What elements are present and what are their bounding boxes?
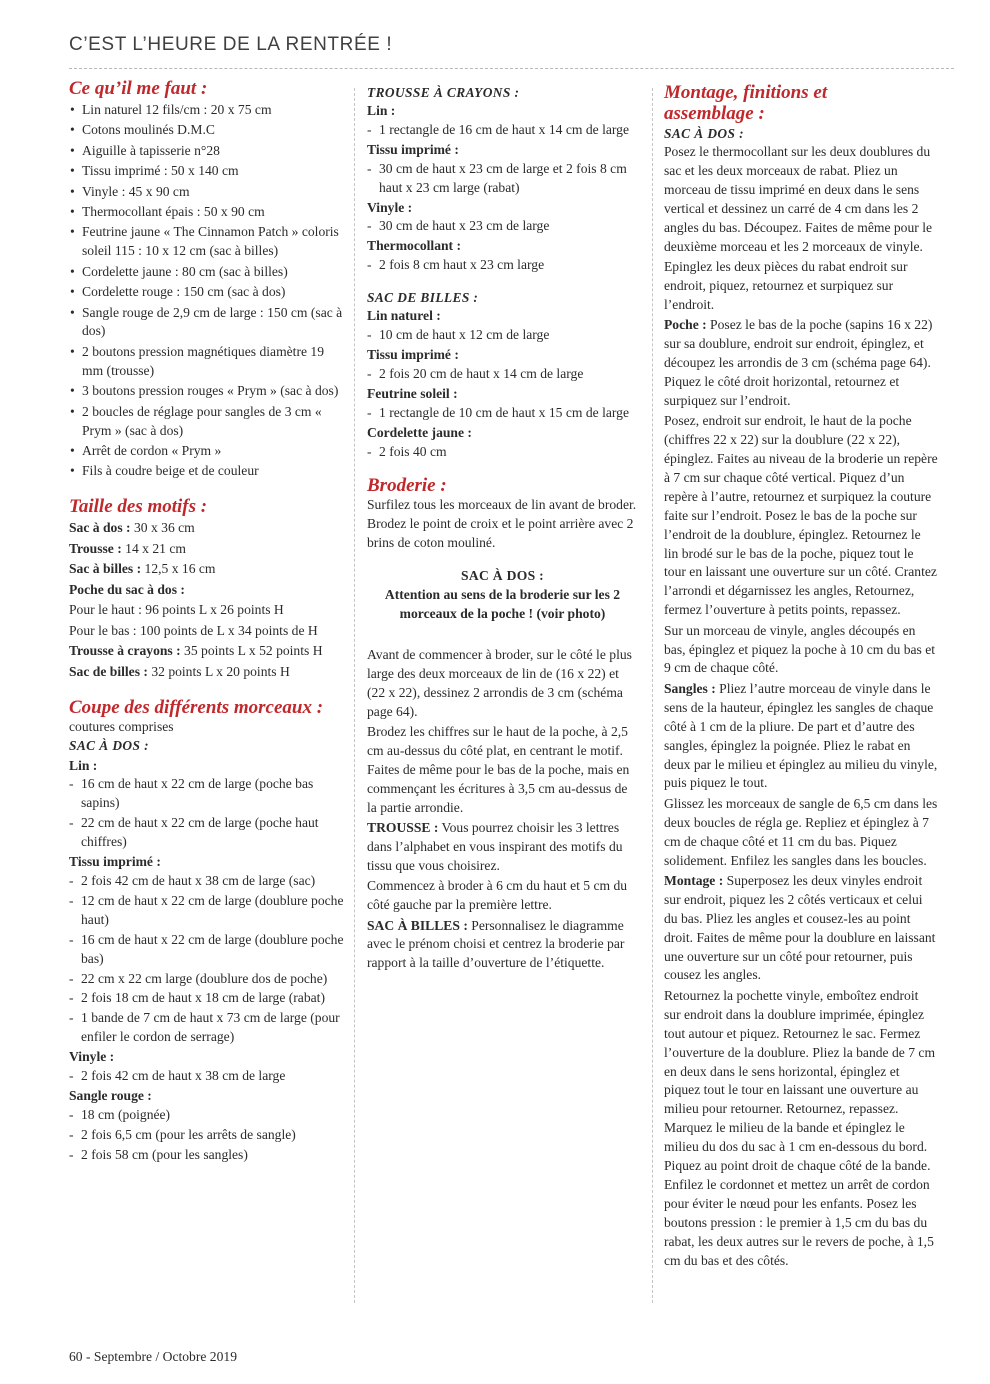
broderie-billes-label: SAC À BILLES : — [367, 917, 468, 933]
cut-line: - 1 bande de 7 cm de haut x 73 cm de large (pour enfiler le cordon de serrage) — [69, 1009, 345, 1047]
trousse-cut-group-label: Lin : — [367, 103, 396, 118]
broderie-billes-para — [367, 917, 638, 974]
size-value: 30 x 36 cm — [130, 520, 195, 536]
broderie-section — [367, 475, 638, 973]
size-row — [69, 663, 345, 682]
billes-cut-line: - 2 fois 40 cm — [367, 443, 638, 462]
billes-cut-groups — [367, 307, 638, 461]
trousse-cut-section — [367, 84, 638, 275]
cut-line: - 22 cm de haut x 22 cm de large (poche haut chiffres) — [69, 814, 345, 852]
cut-line: - 18 cm (poignée) — [69, 1106, 345, 1125]
cut-line: - 16 cm de haut x 22 cm de large (poche bas sapins) — [69, 775, 345, 813]
assembly-para-3: Posez, endroit sur endroit, le haut de la poche (chiffres 22 x 22) sur la doublure (22 x 22), épinglez. Faites au niveau de la broderie un repère à 7 cm sur chaque côté vertical. Piquez d’un repère à l’autre, retournez et surpiquez la couture faite sur l’endroit. Posez le bas de la poche sur l’endroit de la doublure, épinglez. Retournez le lin brodé sur le bas de la poche, piquez tout le tour en laissant une ouverture sur un côté. Crantez l’arrondi et dégarnissez les angles, Retournez, fermez l’ouverture à petits points, repassez. — [664, 413, 938, 618]
trousse-cut-group-lines — [367, 160, 638, 198]
broderie-trousse-text: Vous pourrez choisir les 3 lettres dans l’alphabet en vous inspirant des motifs du tissu que vous choisirez. — [367, 820, 623, 873]
billes-cut-title: SAC DE BILLES : — [367, 290, 479, 306]
billes-cut-group-label: Lin naturel : — [367, 308, 441, 324]
broderie-billes-text: Personnalisez le diagramme avec le prénom choisi et centrez la broderie par rapport à la taille d’ouverture de l’étiquette. — [367, 917, 625, 971]
materials-title: Ce qu’il me faut : — [69, 78, 208, 99]
trousse-cut-title: TROUSSE À CRAYONS : — [367, 85, 520, 100]
material-item: • Thermocollant épais : 50 x 90 cm — [69, 203, 345, 222]
assembly-montage-para — [664, 872, 938, 985]
size-label: Trousse à crayons : — [69, 643, 181, 659]
assembly-subtitle: SAC À DOS : — [664, 126, 744, 141]
size-row — [69, 642, 345, 661]
billes-cut-group-label: Cordelette jaune : — [367, 424, 472, 440]
assembly-para-4: Sur un morceau de vinyle, angles découpés en bas, épinglez et piquez la poche à 10 cm du bas et 9 cm de chaque côté. — [664, 622, 936, 676]
cut-line: - 16 cm de haut x 22 cm de large (doublure poche bas) — [69, 931, 345, 969]
material-item: • 2 boucles de réglage pour sangles de 3 cm « Prym » (sac à dos) — [69, 403, 345, 441]
size-value: 32 points L x 20 points H — [147, 663, 290, 679]
column-right — [664, 82, 938, 1272]
size-value: 12,5 x 16 cm — [141, 561, 216, 577]
column-divider-2 — [652, 88, 653, 1303]
assembly-para-1: Posez le thermocollant sur les deux doublures du sac et les deux morceaux de rabat. Pliez un morceau de tissu imprimé en deux dans le sens vertical et dessinez un carré de 4 cm dans les 2 angles du bas. Découpez. Faites de même pour le deuxième morceau et les 2 morceaux de vinyle. — [664, 144, 933, 254]
billes-cut-section — [367, 289, 638, 461]
cut-line: - 12 cm de haut x 22 cm de large (doublure poche haut) — [69, 892, 345, 930]
material-item: • Lin naturel 12 fils/cm : 20 x 75 cm — [69, 101, 345, 120]
sizes-list — [69, 519, 345, 681]
montage-text: Superposez les deux vinyles endroit sur endroit, piquez les 2 côtés verticaux et celui du bas. Pliez les angles et cousez-les au point droit. Faites de même pour la doublure en laissant une ouverture sur un côté pour retourner, puis cousez les angles. — [664, 872, 936, 983]
material-item: • Tissu imprimé : 50 x 140 cm — [69, 162, 345, 181]
material-item: • Vinyle : 45 x 90 cm — [69, 183, 345, 202]
size-row — [69, 581, 345, 600]
cut-line: - 2 fois 42 cm de haut x 38 cm de large (sac) — [69, 872, 345, 891]
trousse-cut-group-label: Vinyle : — [367, 199, 413, 215]
cut-section — [69, 697, 345, 1165]
material-item: • Aiguille à tapisserie n°28 — [69, 142, 345, 161]
poche-text: Posez le bas de la poche (sapins 16 x 22) sur sa doublure, endroit sur endroit, épinglez, et découpez les arrondis de 3 cm (schéma page 64). Piquez le côté droit horizontal, retournez et surpiquez sur l’endroit. — [664, 317, 933, 408]
billes-cut-group-lines — [367, 365, 638, 384]
broderie-trousse-para — [367, 819, 638, 876]
sizes-title: Taille des motifs : — [69, 496, 208, 518]
material-item: • Cordelette jaune : 80 cm (sac à billes) — [69, 263, 345, 282]
material-item: • 3 boutons pression rouges « Prym » (sac à dos) — [69, 382, 345, 401]
cut-line: - 2 fois 42 cm de haut x 38 cm de large — [69, 1067, 345, 1086]
column-left — [69, 78, 345, 1166]
billes-cut-group-lines — [367, 404, 638, 423]
assembly-sangles-para — [664, 680, 938, 793]
material-item: • Cordelette rouge : 150 cm (sac à dos) — [69, 283, 345, 302]
size-label: Poche du sac à dos : — [69, 581, 185, 597]
cut-group-lines — [69, 1067, 345, 1086]
size-label: Trousse : — [69, 540, 122, 556]
billes-cut-line: - 10 cm de haut x 12 cm de large — [367, 326, 638, 345]
size-label: Sac à dos : — [69, 520, 131, 536]
trousse-cut-group-label: Thermocollant : — [367, 238, 462, 254]
column-divider-1 — [354, 88, 355, 1303]
size-value: Pour le haut : 96 points L x 26 points H — [69, 602, 284, 618]
montage-label: Montage : — [664, 872, 724, 888]
cut-groups — [69, 757, 345, 1165]
header-divider — [69, 68, 954, 69]
size-label: Sac de billes : — [69, 663, 148, 679]
material-item: • Arrêt de cordon « Prym » — [69, 442, 345, 461]
cut-title: Coupe des différents morceaux : — [69, 696, 324, 718]
cut-line: - 2 fois 58 cm (pour les sangles) — [69, 1146, 345, 1165]
material-item: • Fils à coudre beige et de couleur — [69, 462, 345, 481]
material-item: • Sangle rouge de 2,9 cm de large : 150 cm (sac à dos) — [69, 304, 345, 342]
size-row — [69, 519, 345, 538]
size-row — [69, 622, 345, 641]
trousse-cut-group-lines — [367, 256, 638, 275]
cut-line: - 22 cm x 22 cm large (doublure dos de poche) — [69, 970, 345, 989]
assembly-para-5: Glissez les morceaux de sangle de 6,5 cm dans les deux boucles de régla ge. Repliez et épinglez à 7 cm de chaque côté et 11 cm du bas. Piquez solidement. Enfilez les sangles dans les boucles. — [664, 795, 938, 868]
callout-title: SAC À DOS : — [461, 568, 544, 584]
page-header-title: C’EST L’HEURE DE LA RENTRÉE ! — [69, 34, 393, 55]
trousse-cut-line: - 30 cm de haut x 23 cm de large — [367, 217, 638, 236]
billes-cut-group-lines — [367, 326, 638, 345]
assembly-title: Montage, finitions et assemblage : — [664, 82, 828, 124]
size-row — [69, 540, 345, 559]
size-label: Sac à billes : — [69, 561, 142, 577]
poche-label: Poche : — [664, 317, 707, 333]
sangles-text: Pliez l’autre morceau de vinyle dans le sens de la hauteur, épinglez les sangles de chaque côté à 1 cm de la pliure. De part et d’autre des sangles, épinglez la poignée. Pliez le rabat en deux par le milieu et épinglez au milieu du vinyle, puis piquez le tout. — [664, 680, 938, 791]
cut-note: coutures comprises — [69, 718, 174, 734]
assembly-para-6: Retournez la pochette vinyle, emboîtez endroit sur endroit dans la doublure imprimée, épinglez tout autour et piquez. Retournez le sac. Fermez l’ouverture de la doublure. Pliez la bande de 7 cm en deux dans le sens horizontal, épinglez et piquez tout le tour en laissant une ouverture au milieu pour retourner. Retournez, repassez. Marquez le milieu de la bande et épinglez le milieu du dos du sac à 1 cm en-dessous du bord. Piquez au point droit de chaque côté de la bande. Enfilez le cordonnet et mettez un arrêt de cordon pour éviter le nœud pour les enfants. Posez les boutons pression : le premier à 1,5 cm du bas du rabat, les deux autres sur le revers de poche, à 1,5 cm du bas et des côtés. — [664, 987, 936, 1268]
assembly-para-2: Epinglez les deux pièces du rabat endroit sur endroit, piquez, retournez et surpiquez sur l’endroit. — [664, 258, 908, 312]
callout-body: Attention au sens de la broderie sur les 2 morceaux de la poche ! (voir photo) — [384, 587, 621, 621]
trousse-cut-group-label: Tissu imprimé : — [367, 141, 459, 157]
material-item: • 2 boutons pression magnétiques diamètre 19 mm (trousse) — [69, 343, 345, 381]
material-item: • Feutrine jaune « The Cinnamon Patch » coloris soleil 115 : 10 x 12 cm (sac à billes) — [69, 223, 345, 261]
cut-group-lines — [69, 872, 345, 1047]
cut-group-label: Sangle rouge : — [69, 1087, 152, 1103]
cut-group-lines — [69, 1106, 345, 1165]
page-footer: 60 - Septembre / Octobre 2019 — [69, 1349, 237, 1364]
cut-group-label: Lin : — [69, 757, 98, 773]
trousse-cut-line: - 1 rectangle de 16 cm de haut x 14 cm de large — [367, 121, 638, 140]
materials-list — [69, 101, 345, 481]
size-row — [69, 560, 345, 579]
sizes-section — [69, 496, 345, 681]
trousse-cut-line: - 30 cm de haut x 23 cm de large et 2 fois 8 cm haut x 23 cm large (rabat) — [367, 160, 638, 198]
size-value: 35 points L x 52 points H — [180, 643, 323, 659]
broderie-title: Broderie : — [367, 475, 447, 497]
billes-cut-line: - 2 fois 20 cm de haut x 14 cm de large — [367, 365, 638, 384]
billes-cut-group-label: Feutrine soleil : — [367, 385, 458, 401]
size-value: 14 x 21 cm — [121, 540, 186, 556]
broderie-trousse-label: TROUSSE : — [367, 820, 439, 835]
sangles-label: Sangles : — [664, 680, 716, 696]
material-item: • Cotons moulinés D.M.C — [69, 121, 345, 140]
size-row — [69, 601, 345, 620]
cut-line: - 2 fois 6,5 cm (pour les arrêts de sangle) — [69, 1126, 345, 1145]
broderie-intro: Surfilez tous les morceaux de lin avant de broder. Brodez le point de croix et le point arrière avec 2 brins de coton mouliné. — [367, 497, 637, 551]
billes-cut-group-lines — [367, 443, 638, 462]
materials-section — [69, 78, 345, 481]
assembly-poche-para — [664, 316, 938, 411]
cut-subtitle: SAC À DOS : — [69, 737, 149, 753]
cut-group-lines — [69, 775, 345, 852]
cut-group-label: Tissu imprimé : — [69, 854, 161, 870]
size-value: Pour le bas : 100 points de L x 34 points de H — [69, 622, 318, 638]
broderie-para-2: Brodez les chiffres sur le haut de la poche, à 2,5 cm au-dessus du côté plat, en centrant le motif. Faites de même pour le bas de la poche, mais en commençant les écritures à 3,5 cm au-dessus de la partie arrondie. — [367, 723, 630, 815]
billes-cut-group-label: Tissu imprimé : — [367, 346, 459, 362]
trousse-cut-group-lines — [367, 217, 638, 236]
column-middle — [367, 84, 638, 975]
trousse-cut-groups — [367, 102, 638, 275]
cut-line: - 2 fois 18 cm de haut x 18 cm de large (rabat) — [69, 989, 345, 1008]
broderie-callout — [367, 567, 638, 624]
broderie-para-3: Commencez à broder à 6 cm du haut et 5 cm du côté gauche par la première lettre. — [367, 878, 628, 913]
trousse-cut-group-lines — [367, 121, 638, 140]
trousse-cut-line: - 2 fois 8 cm haut x 23 cm large — [367, 256, 638, 275]
cut-group-label: Vinyle : — [69, 1049, 115, 1065]
billes-cut-line: - 1 rectangle de 10 cm de haut x 15 cm de large — [367, 404, 638, 423]
broderie-para-1: Avant de commencer à broder, sur le côté le plus large des deux morceaux de lin de (16 x 22) et (22 x 22), dessinez 2 arrondis de 3 cm (schéma page 64). — [367, 646, 632, 719]
